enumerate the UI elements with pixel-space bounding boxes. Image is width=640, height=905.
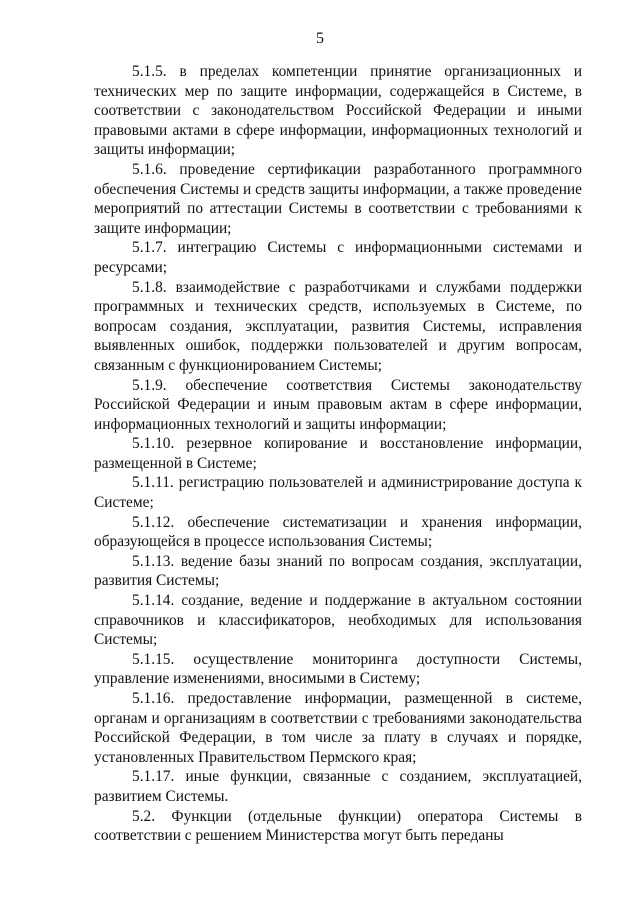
paragraph-5-1-11: 5.1.11. регистрацию пользователей и администрирование доступа к Системе;	[94, 474, 582, 512]
paragraph-5-1-12: 5.1.12. обеспечение систематизации и хранения информации, образующейся в процессе использования Системы;	[94, 513, 582, 551]
paragraph-5-1-9: 5.1.9. обеспечение соответствия Системы законодательству Российской Федерации и иным правовым актам в сфере информации, информационных технологий и защиты информации;	[94, 376, 582, 433]
paragraph-5-2: 5.2. Функции (отдельные функции) оператора Системы в соответствии с решением Министерства могут быть переданы	[94, 807, 582, 845]
paragraph-5-1-13: 5.1.13. ведение базы знаний по вопросам создания, эксплуатации, развития Системы;	[94, 552, 582, 590]
paragraph-5-1-8: 5.1.8. взаимодействие с разработчиками и службами поддержки программных и технических средств, используемых в Системе, по вопросам создания, эксплуатации, развития Системы, исправления выявленных ошибок, поддержки пользователей и другим вопросам, связанным с функционированием Системы;	[94, 278, 582, 374]
paragraph-5-1-17: 5.1.17. иные функции, связанные с созданием, эксплуатацией, развитием Системы.	[94, 768, 582, 805]
paragraph-5-1-5: 5.1.5. в пределах компетенции принятие организационных и технических мер по защите информации, содержащейся в Системе, в соответствии с законодательством Российской Федерации и иными правовыми актами в сфере информации, информационных технологий и защиты информации;	[94, 63, 582, 159]
paragraph-5-1-6: 5.1.6. проведение сертификации разработанного программного обеспечения Системы и средств защиты информации, а также проведение мероприятий по аттестации Системы в соответствии с требованиями к защите информации;	[94, 160, 582, 237]
document-body	[94, 62, 582, 846]
page-number: 5	[316, 30, 324, 47]
paragraph-5-1-14: 5.1.14. создание, ведение и поддержание в актуальном состоянии справочников и классификаторов, необходимых для использования Системы;	[94, 592, 582, 649]
paragraph-5-1-15: 5.1.15. осуществление мониторинга доступности Системы, управление изменениями, вносимыми в Систему;	[94, 650, 582, 688]
paragraph-5-1-10: 5.1.10. резервное копирование и восстановление информации, размещенной в Системе;	[94, 435, 582, 472]
paragraph-5-1-16: 5.1.16. предоставление информации, размещенной в системе, органам и организациям в соответствии с требованиями законодательства Российской Федерации, в том числе за плату в случаях и порядке, установленных Правительством Пермского края;	[94, 690, 582, 766]
paragraph-5-1-7: 5.1.7. интеграцию Системы с информационными системами и ресурсами;	[94, 239, 582, 276]
